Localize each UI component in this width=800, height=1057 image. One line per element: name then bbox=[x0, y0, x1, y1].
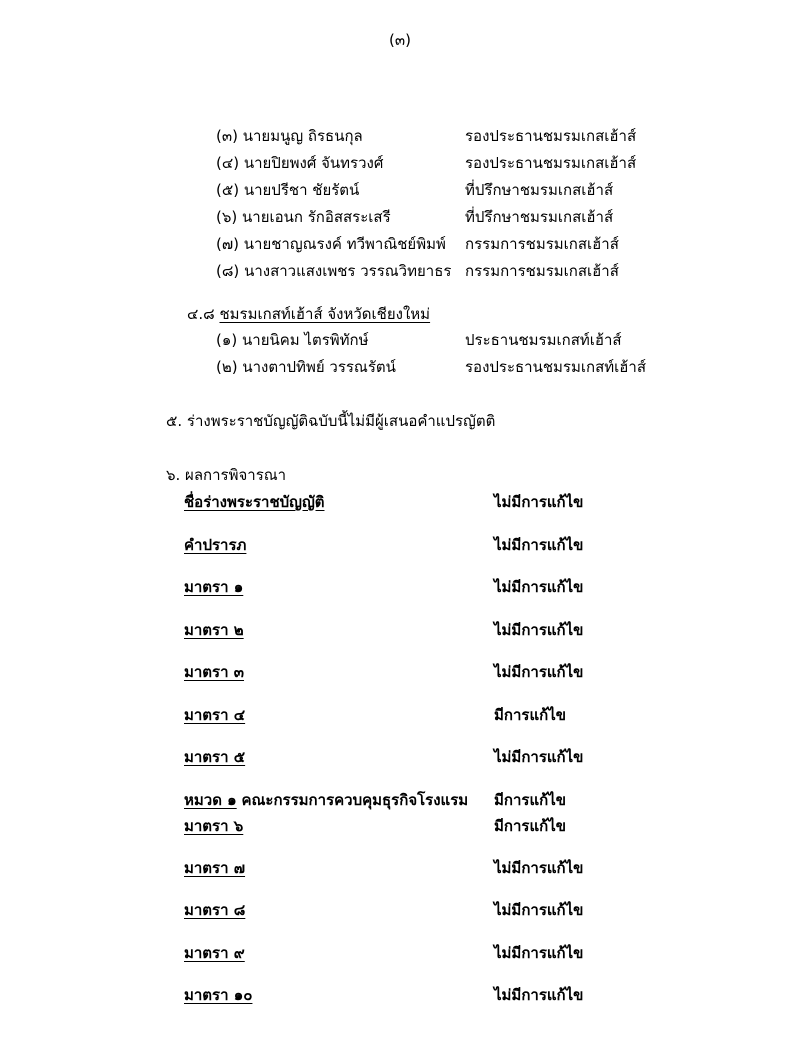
section-heading bbox=[187, 304, 430, 324]
result-label: มาตรา ๓ bbox=[184, 663, 245, 681]
person-role: ที่ปรึกษาชมรมเกสเฮ้าส์ bbox=[465, 181, 614, 199]
result-value: ไม่มีการแก้ไข bbox=[494, 621, 584, 639]
section-number: ๔.๘ bbox=[187, 305, 215, 323]
item-number: (๖) bbox=[216, 208, 238, 226]
person-name: นางตาปทิพย์ วรรณรัตน์ bbox=[242, 358, 396, 376]
result-value: มีการแก้ไข bbox=[494, 817, 566, 835]
person-role: กรรมการชมรมเกสเฮ้าส์ bbox=[465, 262, 619, 280]
person-role: รองประธานชมรมเกสเฮ้าส์ bbox=[465, 127, 637, 145]
person-name: นายปิยพงศ์ จันทรวงศ์ bbox=[243, 154, 384, 172]
item-number: (๘) bbox=[216, 262, 240, 280]
result-label: มาตรา ๒ bbox=[184, 621, 244, 639]
chapter-label: หมวด ๑ bbox=[184, 791, 237, 809]
list-item bbox=[216, 153, 383, 173]
result-value: ไม่มีการแก้ไข bbox=[494, 944, 584, 962]
result-value: ไม่มีการแก้ไข bbox=[494, 901, 584, 919]
result-value: ไม่มีการแก้ไข bbox=[494, 986, 584, 1004]
result-label: มาตรา ๑ bbox=[184, 578, 244, 596]
list-item bbox=[216, 207, 391, 227]
result-label: มาตรา ๔ bbox=[184, 706, 246, 724]
result-label: มาตรา ๑๐ bbox=[184, 986, 253, 1004]
result-label: มาตรา ๖ bbox=[184, 817, 244, 835]
list-item bbox=[216, 330, 369, 350]
person-role: ประธานชมรมเกสท์เฮ้าส์ bbox=[465, 331, 622, 349]
item-number: (๗) bbox=[216, 235, 239, 253]
result-value: ไม่มีการแก้ไข bbox=[494, 859, 584, 877]
list-item bbox=[216, 234, 446, 254]
result-value: ไม่มีการแก้ไข bbox=[494, 493, 584, 511]
person-role: รองประธานชมรมเกสเฮ้าส์ bbox=[465, 154, 637, 172]
result-label: มาตรา ๙ bbox=[184, 944, 245, 962]
list-item bbox=[216, 180, 359, 200]
person-name: นายชาญณรงค์ ทวีพาณิชย์พิมพ์ bbox=[243, 235, 446, 253]
item-number: (๔) bbox=[216, 154, 240, 172]
result-label: มาตรา ๗ bbox=[184, 859, 246, 877]
item-number: (๓) bbox=[216, 127, 238, 145]
section-6-heading: ๖. ผลการพิจารณา bbox=[166, 466, 287, 484]
result-value: ไม่มีการแก้ไข bbox=[494, 578, 584, 596]
person-name: นางสาวแสงเพชร วรรณวิทยาธร bbox=[244, 262, 452, 280]
person-name: นายนิคม ไตรพิทักษ์ bbox=[242, 331, 369, 349]
item-number: (๕) bbox=[216, 181, 240, 199]
page-number: (๓) bbox=[389, 31, 411, 49]
person-role: รองประธานชมรมเกสท์เฮ้าส์ bbox=[465, 358, 646, 376]
result-value: ไม่มีการแก้ไข bbox=[494, 748, 584, 766]
section-title: ชมรมเกสท์เฮ้าส์ จังหวัดเชียงใหม่ bbox=[219, 305, 431, 323]
list-item bbox=[216, 126, 363, 146]
list-item bbox=[216, 261, 451, 281]
result-label: มาตรา ๕ bbox=[184, 748, 246, 766]
result-label: มาตรา ๘ bbox=[184, 901, 246, 919]
result-value: มีการแก้ไข bbox=[494, 791, 566, 809]
person-name: นายปรีชา ชัยรัตน์ bbox=[243, 181, 360, 199]
result-value: ไม่มีการแก้ไข bbox=[494, 663, 584, 681]
person-name: นายเอนก รักอิสสระเสรี bbox=[242, 208, 391, 226]
result-label: คำปรารภ bbox=[184, 536, 247, 554]
person-role: กรรมการชมรมเกสเฮ้าส์ bbox=[465, 235, 619, 253]
result-value: มีการแก้ไข bbox=[494, 706, 566, 724]
result-value: ไม่มีการแก้ไข bbox=[494, 536, 584, 554]
person-name: นายมนูญ ถิรธนกุล bbox=[242, 127, 363, 145]
list-item bbox=[216, 357, 396, 377]
item-number: (๒) bbox=[216, 358, 238, 376]
item-number: (๑) bbox=[216, 331, 238, 349]
person-role: ที่ปรึกษาชมรมเกสเฮ้าส์ bbox=[465, 208, 614, 226]
chapter-title: คณะกรรมการควบคุมธุรกิจโรงแรม bbox=[241, 791, 469, 809]
result-label: ชื่อร่างพระราชบัญญัติ bbox=[184, 493, 325, 511]
chapter-heading bbox=[184, 790, 468, 810]
section-5-text: ๕. ร่างพระราชบัญญัติฉบับนี้ไม่มีผู้เสนอคำแปรญัตติ bbox=[166, 412, 496, 430]
